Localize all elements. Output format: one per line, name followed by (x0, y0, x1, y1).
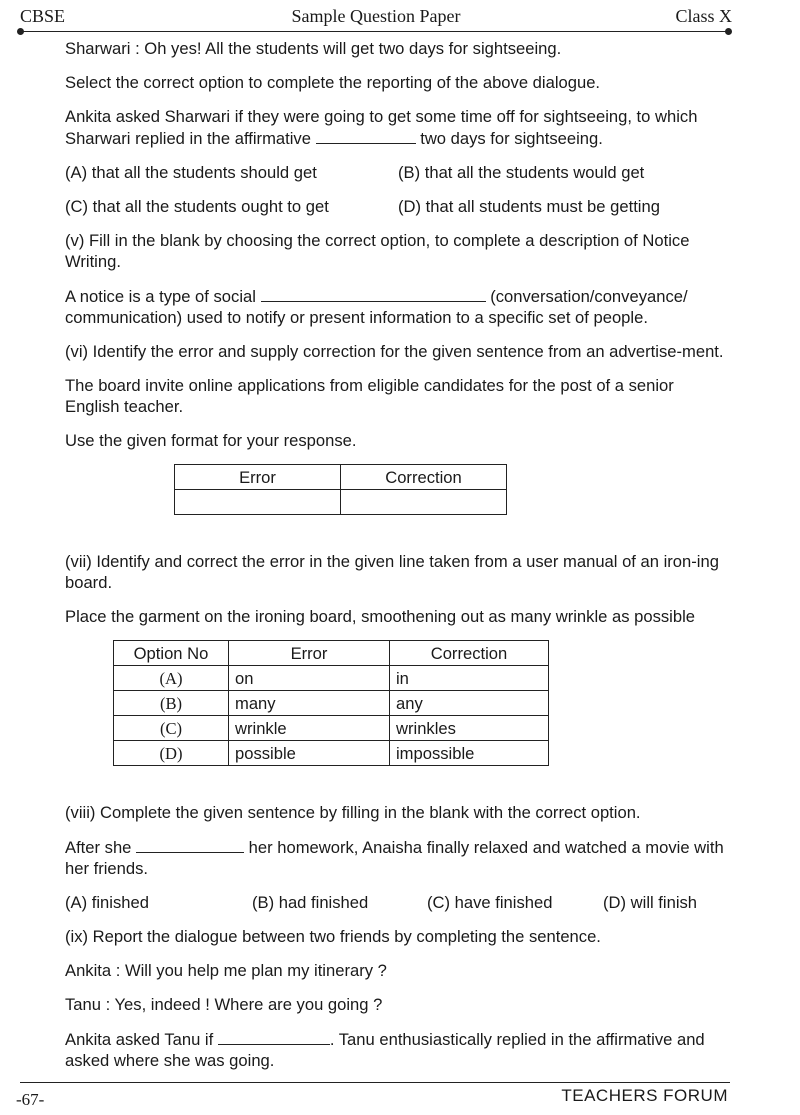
q9-stem (65, 1028, 731, 1071)
q5-text (65, 285, 731, 328)
error-cell: on (229, 666, 390, 691)
table-row (114, 716, 549, 741)
table-header: Correction (341, 465, 507, 490)
table-header: Error (229, 641, 390, 666)
answer-blank (218, 1028, 330, 1045)
option-no-cell: (D) (114, 741, 229, 766)
q8-option-b: (B) had finished (252, 893, 369, 912)
table-header: Error (175, 465, 341, 490)
q4-dialogue: Sharwari : Oh yes! All the students will get two days for sightseeing. (65, 39, 562, 58)
rule-dot-left (17, 28, 24, 35)
option-no-cell: (C) (114, 716, 229, 741)
answer-blank (136, 836, 244, 853)
q5-text-part1: A notice is a type of social (65, 287, 256, 306)
page-header (20, 6, 732, 30)
footer-brand: TEACHERS FORUM (561, 1086, 728, 1105)
q9-stem-part1: Ankita asked Tanu if (65, 1030, 214, 1049)
error-cell: many (229, 691, 390, 716)
q4-stem (65, 106, 731, 149)
q8-option-d: (D) will finish (603, 893, 698, 912)
q4-option-a: (A) that all the students should get (65, 163, 317, 182)
correction-cell: in (390, 666, 549, 691)
q6-question: (vi) Identify the error and supply correction for the given sentence from an advertise-ment. (65, 342, 724, 361)
q4-option-b: (B) that all the students would get (398, 163, 645, 182)
table-row (114, 741, 549, 766)
q6-sentence: The board invite online applications from eligible candidates for the post of a senior English teacher. (65, 376, 674, 416)
q8-option-c: (C) have finished (427, 893, 553, 912)
q7-line: Place the garment on the ironing board, smoothening out as many wrinkle as possible (65, 607, 696, 626)
paper-title: Sample Question Paper (291, 6, 461, 26)
table-row (114, 666, 549, 691)
q9-line-2: Tanu : Yes, indeed ! Where are you going ? (65, 995, 383, 1014)
q8-option-a: (A) finished (65, 893, 149, 912)
q5-question: (v) Fill in the blank by choosing the correct option, to complete a description of Notice Writing. (65, 231, 690, 271)
q4-options-row-1 (65, 162, 731, 183)
q9-stem-part2: . Tanu enthusiastically replied in the affirmative and asked where she was going. (65, 1030, 705, 1070)
q4-stem-part2: two days for sightseeing. (420, 129, 603, 148)
q9-line-1: Ankita : Will you help me plan my itinerary ? (65, 961, 387, 980)
table-row (114, 691, 549, 716)
table-header: Correction (390, 641, 549, 666)
q8-options (65, 892, 731, 913)
error-cell: wrinkle (229, 716, 390, 741)
correction-cell (341, 490, 507, 515)
correction-cell: impossible (390, 741, 549, 766)
answer-blank (316, 127, 416, 144)
footer-rule (20, 1082, 730, 1083)
board-label: CBSE (20, 6, 66, 26)
option-no-cell: (A) (114, 666, 229, 691)
q8-stem (65, 836, 731, 879)
q4-option-d: (D) that all students must be getting (398, 197, 660, 216)
q7-question: (vii) Identify and correct the error in the given line taken from a user manual of an iron-ing board. (65, 552, 719, 592)
q9-question: (ix) Report the dialogue between two friends by completing the sentence. (65, 927, 601, 946)
q8-stem-part1: After she (65, 838, 132, 857)
page-content (65, 38, 731, 1084)
error-cell: possible (229, 741, 390, 766)
table-row (114, 641, 549, 666)
error-cell (175, 490, 341, 515)
correction-cell: any (390, 691, 549, 716)
correction-cell: wrinkles (390, 716, 549, 741)
table-header: Option No (114, 641, 229, 666)
q8-stem-part2: her homework, Anaisha finally relaxed and watched a movie with her friends. (65, 838, 724, 878)
q8-question: (viii) Complete the given sentence by filling in the blank with the correct option. (65, 803, 641, 822)
class-label: Class X (675, 6, 732, 26)
q4-option-c: (C) that all the students ought to get (65, 197, 329, 216)
option-no-cell: (B) (114, 691, 229, 716)
q6-format-note: Use the given format for your response. (65, 431, 357, 450)
header-rule (20, 31, 728, 32)
page-number: -67- (16, 1090, 45, 1109)
rule-dot-right (725, 28, 732, 35)
q6-response-table (174, 464, 507, 515)
answer-blank (261, 285, 486, 302)
q4-options-row-2 (65, 196, 731, 217)
q4-instruction: Select the correct option to complete the reporting of the above dialogue. (65, 73, 601, 92)
q4-stem-part1: Ankita asked Sharwari if they were going to get some time off for sightseeing, to which Sharwari replied in the affirmative (65, 107, 698, 148)
q7-options-table (113, 640, 549, 766)
q5-text-part2: (conversation/conveyance/ communication) used to notify or present information to a specific set of people. (65, 287, 688, 327)
